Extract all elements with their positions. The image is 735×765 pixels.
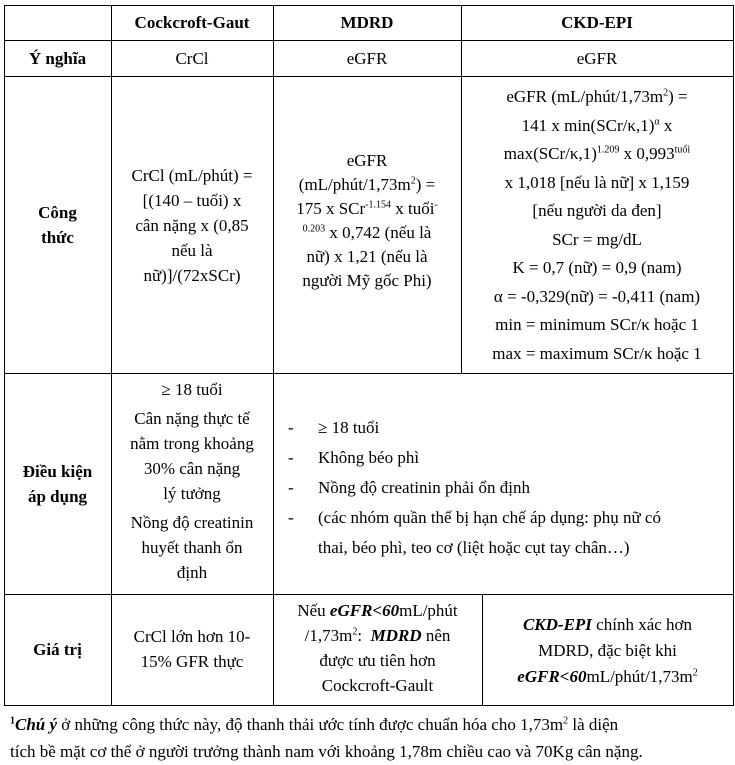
cell-dieu-kien-cockcroft: ≥ 18 tuổi Cân nặng thực tế nằm trong khoảng 30% cân nặng lý tưởng Nồng độ creatinin huyết thanh ổn định bbox=[130, 380, 254, 582]
cell-gia-tri-mdrd: Nếu eGFR<60mL/phút $/1,73m^2$: MDRD nên được ưu tiên hơn Cockcroft-Gault bbox=[297, 601, 458, 695]
list-item: - ≥ 18 tuổi bbox=[288, 418, 380, 437]
list-item: - (các nhóm quần thể bị hạn chế áp dụng: phụ nữ có bbox=[288, 508, 661, 527]
row-label-gia-tri: Giá trị bbox=[33, 640, 82, 659]
footnote: $^1$Chú ý ở những công thức này, độ thanh thải ước tính được chuẩn hóa cho $1,73m^2$ là diện tích bề mặt cơ thể ở người trưởng thành nam với khoảng 1,78m chiều cao và 70Kg cân nặng. bbox=[10, 715, 643, 761]
cell-gia-tri-cockcroft: CrCl lớn hơn 10- 15% GFR thực bbox=[133, 627, 251, 671]
row-label-dieu-kien: Điều kiện áp dụng bbox=[22, 462, 93, 506]
list-item: - Nồng độ creatinin phải ổn định bbox=[288, 478, 530, 497]
list-item: - Không béo phì bbox=[288, 448, 420, 467]
cell-y-nghia-mdrd: eGFR bbox=[346, 49, 388, 68]
cell-y-nghia-ckdepi: eGFR bbox=[576, 49, 618, 68]
row-label-cong-thuc: Công thức bbox=[38, 203, 77, 247]
cell-cong-thuc-ckdepi: eGFR $(mL/phút/1,73m^2)$ = 141 x $\min(SCr/\kappa,1)^\alpha$ x $\max(SCr/\kappa,1)^{1.209}$ x $0,993^{tuổi}$ x 1,018 [nếu là nữ] x 1,159 [nếu người da đen] SCr = mg/dL K = 0,7 (nữ) = 0,9 (nam) α = -0,329(nữ) = -0,411 (nam) min = minimum SCr/κ hoặc 1 max = maximum SCr/κ hoặc 1 bbox=[492, 87, 702, 363]
cell-cong-thuc-cockcroft: CrCl (mL/phút) = [(140 – tuổi) x cân nặng x (0,85 nếu là nữ)]/(72xSCr) bbox=[131, 166, 253, 285]
list-item-continuation: thai, béo phì, teo cơ (liệt hoặc cụt tay chân…) bbox=[318, 538, 630, 557]
header-ckdepi: CKD-EPI bbox=[561, 13, 633, 32]
header-cockcroft: Cockcroft-Gaut bbox=[134, 13, 250, 32]
cell-gia-tri-ckdepi: CKD-EPI chính xác hơn MDRD, đặc biệt khi $eGFR<60mL/phút/1,73m^2$ bbox=[517, 615, 698, 686]
header-mdrd: MDRD bbox=[340, 13, 394, 32]
cell-y-nghia-cockcroft: CrCl bbox=[175, 49, 209, 68]
row-label-y-nghia: Ý nghĩa bbox=[28, 49, 87, 68]
cell-cong-thuc-mdrd: eGFR $(mL/phút/1,73m^2)$ = 175 x SCr$^{-1.154}$ x tuổi- $^{0.203}$ x 0,742 (nếu là nữ) x 1,21 (nếu là người Mỹ gốc Phi) bbox=[296, 151, 438, 290]
cell-dieu-kien-shared-list bbox=[288, 413, 661, 563]
